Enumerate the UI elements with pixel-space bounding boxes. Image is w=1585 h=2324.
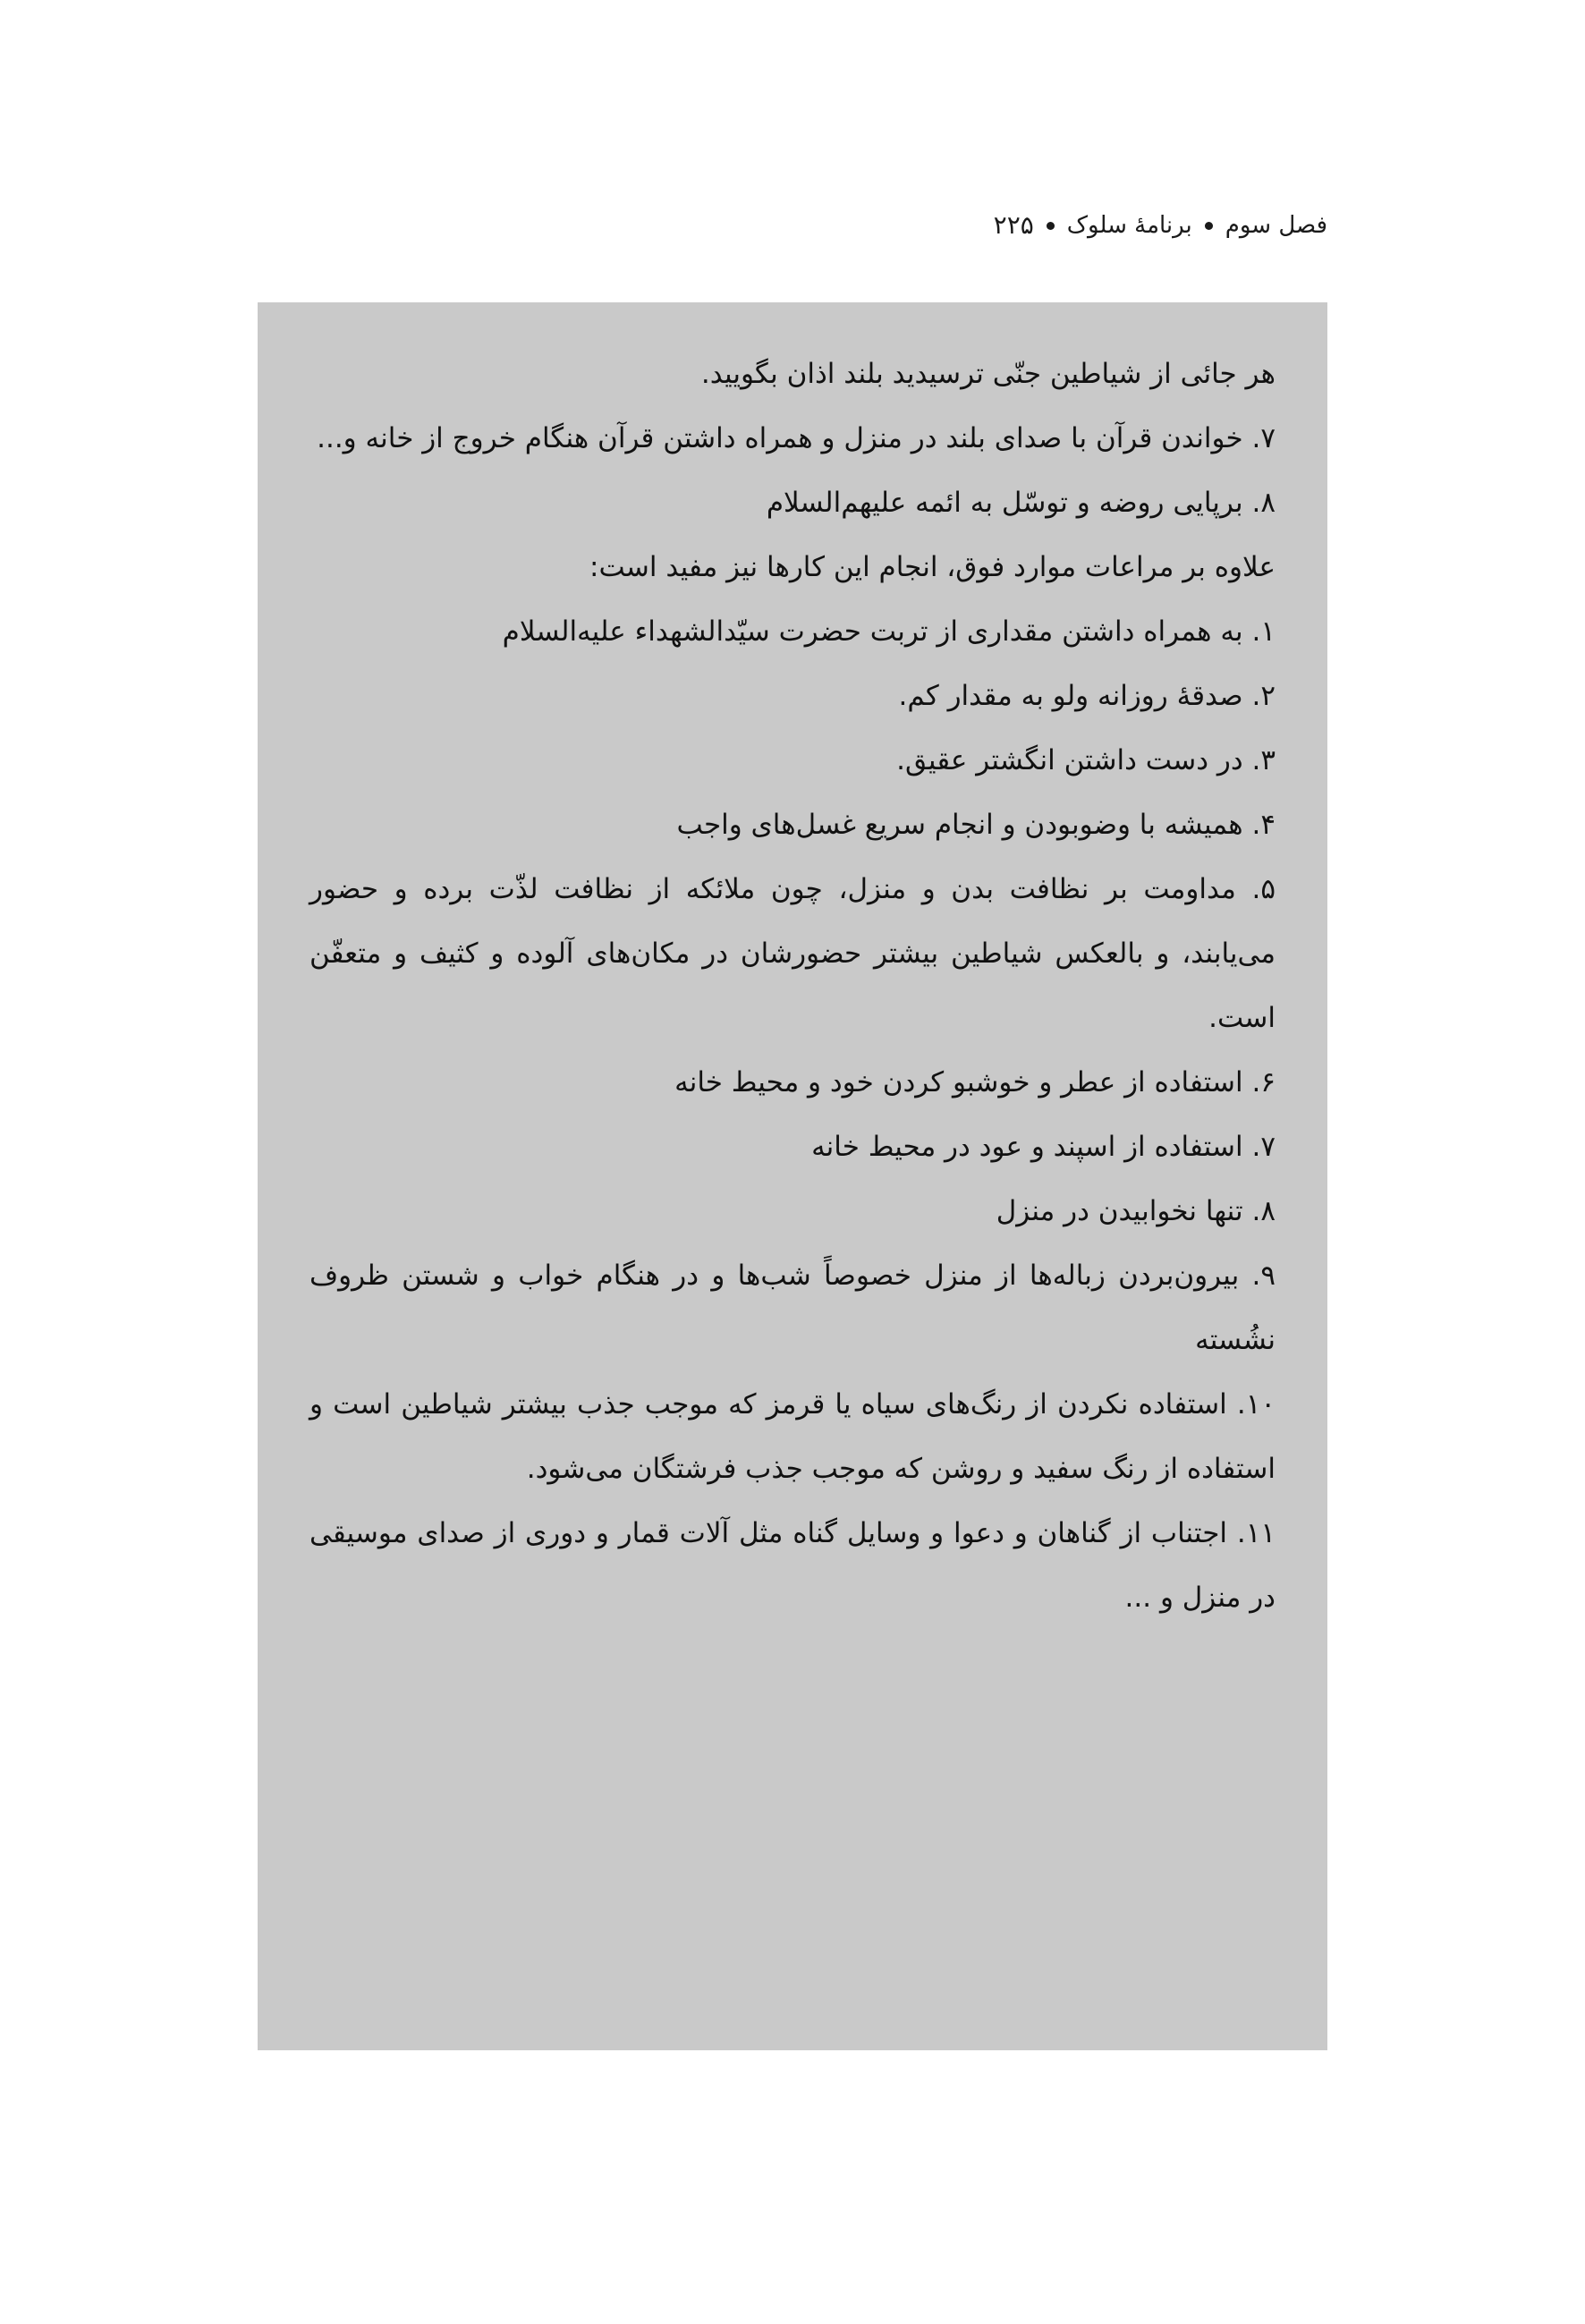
list-item-7: ۷. استفاده از اسپند و عود در محیط خانه xyxy=(811,1131,1276,1163)
paragraph-item-7-top: ۷. خواندن قرآن با صدای بلند در منزل و همراه داشتن قرآن هنگام خروج از خانه و... xyxy=(317,422,1276,454)
list-item-3: ۳. در دست داشتن انگشتر عقیق. xyxy=(896,744,1276,776)
running-head xyxy=(258,210,1327,240)
paragraph-continued: هر جائی از شیاطین جنّی ترسیدید بلند اذان بگویید. xyxy=(700,358,1276,390)
bullet-dot-icon xyxy=(1047,222,1055,230)
running-head-section-label: برنامهٔ سلوک xyxy=(1066,212,1192,239)
running-head-chapter-label: فصل سوم xyxy=(1225,212,1327,239)
bullet-dot-icon xyxy=(1205,222,1213,230)
list-item-4: ۴. همیشه با وضوبودن و انجام سریع غسل‌های واجب xyxy=(676,809,1276,841)
list-item-5: ۵. مداومت بر نظافت بدن و منزل، چون ملائکه از نظافت لذّت برده و حضور می‌یابند، و بالعکس شیاطین بیشتر حضورشان در مکان‌های آلوده و کثیف و متعفّن است. xyxy=(309,873,1276,1034)
paragraph-lead-in: علاوه بر مراعات موارد فوق، انجام این کارها نیز مفید است: xyxy=(589,551,1276,583)
list-item-2: ۲. صدقهٔ روزانه ولو به مقدار کم. xyxy=(898,680,1276,712)
body-text-block xyxy=(258,302,1327,2050)
paragraph-item-8-top: ۸. برپایی روضه و توسّل به ائمه علیهم‌السلام xyxy=(766,487,1276,519)
list-item-1: ۱. به همراه داشتن مقداری از تربت حضرت سیّدالشهداء علیه‌السلام xyxy=(502,615,1276,648)
list-item-10: ۱۰. استفاده نکردن از رنگ‌های سیاه یا قرمز که موجب جذب بیشتر شیاطین است و استفاده از رنگ سفید و روشن که موجب جذب فرشتگان می‌شود. xyxy=(309,1388,1276,1485)
list-item-11: ۱۱. اجتناب از گناهان و دعوا و وسایل گناه مثل آلات قمار و دوری از صدای موسیقی در منزل و ... xyxy=(309,1517,1276,1614)
list-item-9: ۹. بیرون‌بردن زباله‌ها از منزل خصوصاً شب‌ها و در هنگام خواب و شستن ظروف نشُسته xyxy=(309,1260,1276,1356)
list-item-6: ۶. استفاده از عطر و خوشبو کردن خود و محیط خانه xyxy=(674,1066,1276,1098)
list-item-8: ۸. تنها نخوابیدن در منزل xyxy=(996,1195,1276,1227)
page-number: ۲۲۵ xyxy=(993,210,1034,240)
